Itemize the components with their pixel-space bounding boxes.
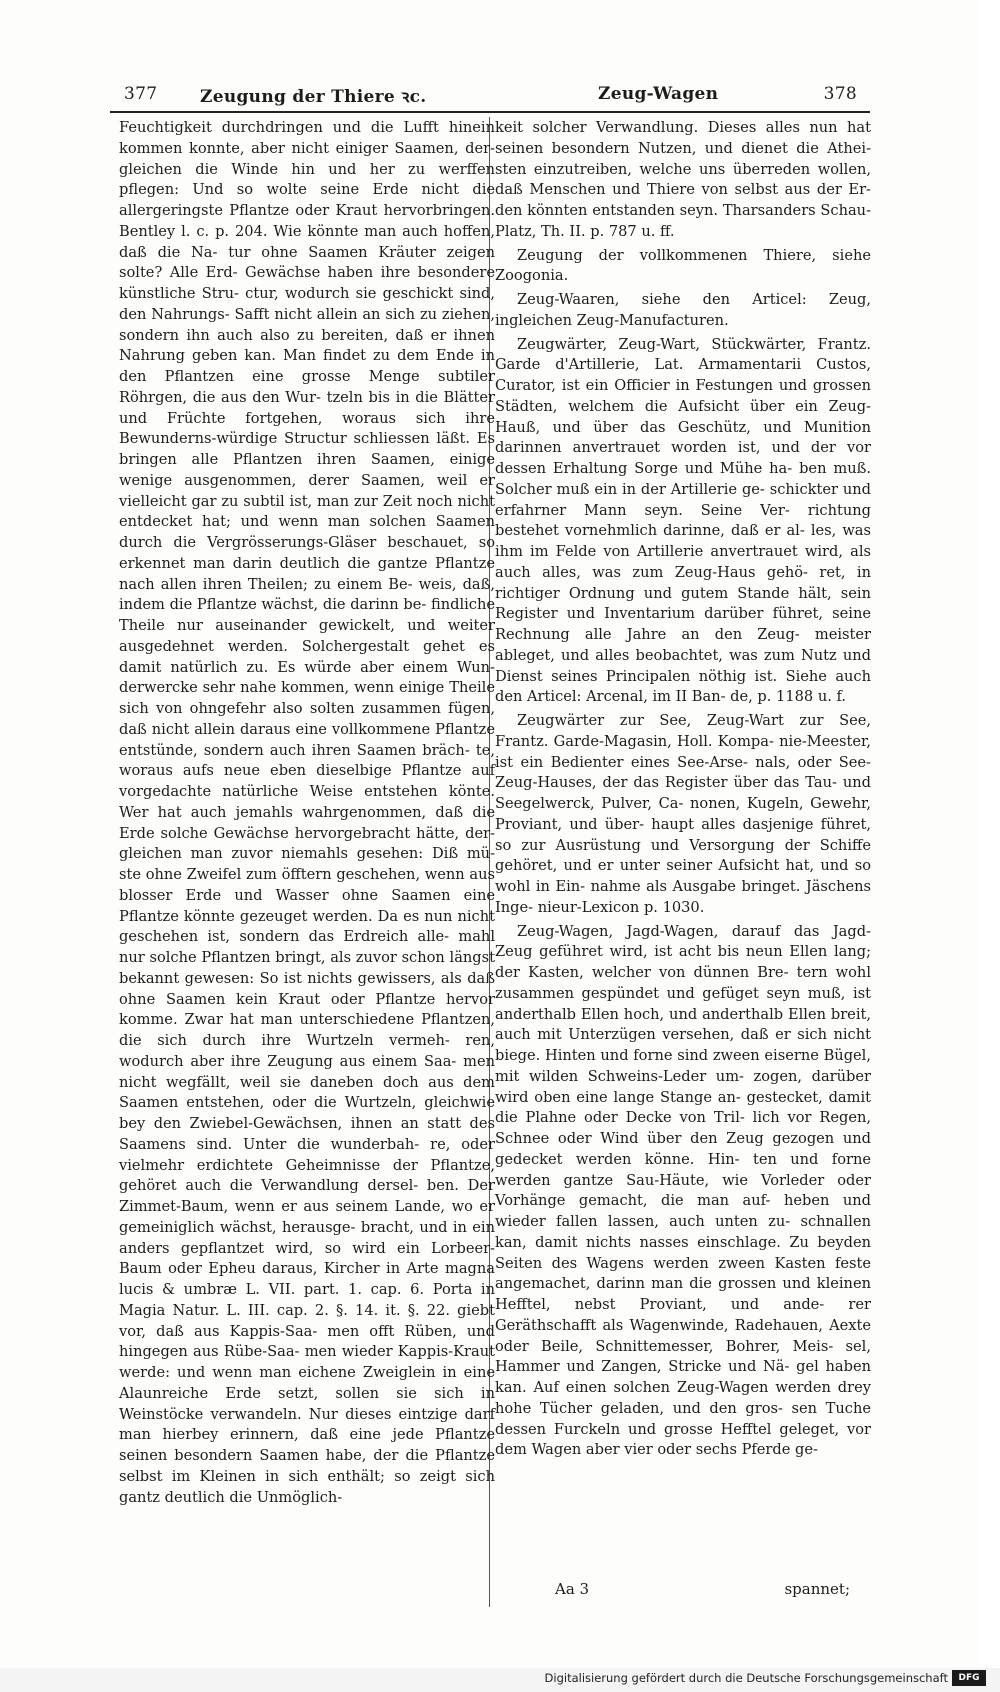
dfg-logo: DFG bbox=[952, 1670, 986, 1686]
paragraph: Feuchtigkeit durchdringen und die Lufft hinein kommen konnte, aber nicht einiger Saamen, der- gleichen die Winde hin und her zu werffen pflegen: Und so wolte seine Erde nicht die allergeringste Pflantze oder Kraut hervorbringen. Bentley l. c. p. 204. Wie könnte man auch hoffen, daß die Na- tur ohne Saamen Kräuter zeigen solte? Alle Erd- Gewächse haben ihre besondere künstliche Stru- ctur, wodurch sie geschickt sind, den Nahrungs- Safft nicht allein an sich zu ziehen, sondern ihn auch also zu bereiten, daß er ihnen Nahrung geben kan. Man findet zu dem Ende in den Pflantzen eine grosse Menge subtiler Röhrgen, die aus den Wur- tzeln bis in die Blätter und Früchte fortgehen, woraus sich ihre Bewunderns-würdige Structur schliessen läßt. Es bringen alle Pflantzen ihren Saamen, einige wenige ausgenommen, derer Saamen, weil er vielleicht gar zu subtil ist, man zur Zeit noch nicht entdecket hat; und wenn man solchen Saamen durch die Vergrösserungs-Gläser beschauet, so erkennet man darin deutlich die gantze Pflantze nach allen ihren Theilen; zu einem Be- weis, daß, indem die Pflantze wächst, die darinn be- findliche Theile nur auseinander gewickelt, und weiter ausgedehnet werden. Solchergestalt gehet es damit natürlich zu. Es würde aber einem Wun- derwercke sehr nahe kommen, wenn einige Theile sich von ohngefehr also solten zusammen fügen, daß nicht allein daraus eine vollkommene Pflantze entstünde, sondern auch ihren Saamen bräch- te, woraus aufs neue eben dieselbige Pflantze auf vorgedachte natürliche Weise entstehen könte. Wer hat auch jemahls wahrgenommen, daß die Erde solche Gewächse hervorgebracht hätte, der- gleichen man zuvor niemahls gesehen: Diß mü- ste ohne Zweifel zum öfftern geschehen, wenn aus blosser Erde und Wasser ohne Saamen eine Pflantze könnte gezeuget werden. Da es nun nicht geschehen ist, sondern das Erdreich alle- mahl nur solche Pflantzen bringt, als zuvor schon längst bekannt gewesen: So ist nichts gewissers, als daß ohne Saamen kein Kraut oder Pflantze hervor komme. Zwar hat man unterschiedene Pflantzen, die sich durch ihre Wurtzeln vermeh- ren, wodurch aber ihre Zeugung aus einem Saa- men nicht wegfällt, weil sie daneben doch aus dem Saamen entstehen, oder die Wurtzeln, gleichwie bey den Zwiebel-Gewächsen, ihnen an statt des Saamens sind. Unter die wunderbah- re, oder vielmehr erdichtete Geheimnisse der Pflantze, gehöret auch die Verwandlung dersel- ben. Der Zimmet-Baum, wenn er aus seinem Lande, wo er gemeiniglich wächst, herausge- bracht, und in ein anders gepflantzet wird, so wird ein Lorbeer-Baum oder Epheu daraus, Kircher in Arte magna lucis & umbræ L. VII. part. 1. cap. 6. Porta in Magia Natur. L. III. cap. 2. §. 14. it. §. 22. giebt vor, daß aus Kappis-Saa- men offt Rüben, und hingegen aus Rübe-Saa- men wieder Kappis-Kraut werde: und wenn man eichene Zweiglein in eine Alaunreiche Erde setzt, sollen sie sich in Weinstöcke verwandeln. Nur dieses eintzige darf man hierbey erinnern, daß eine jede Pflantze seinen besondern Saamen habe, der die Pflantze selbst im Kleinen in sich enthält; so zeigt sich gantz deutlich die Unmöglich- bbox=[119, 119, 495, 1506]
page-number-left: 377 bbox=[124, 84, 158, 104]
paragraph: keit solcher Verwandlung. Dieses alles nun hat seinen besondern Nutzen, und dienet die Athei- sten einzutreiben, welche uns überreden wollen, daß Menschen und Thiere von selbst aus der Er- den könnten entstanden seyn. Tharsanders Schau-Platz, Th. II. p. 787 u. ff. bbox=[495, 119, 871, 240]
entry-zeug-waaren: Zeug-Waaren, siehe den Articel: Zeug, ingleichen Zeug-Manufacturen. bbox=[495, 291, 871, 329]
signature-mark: Aa 3 bbox=[555, 1580, 590, 1598]
entry-zeugwaerter: Zeugwärter, Zeug-Wart, Stückwärter, Frantz. Garde d'Artillerie, Lat. Armamentarii Custos, Curator, ist ein Officier in Festungen und grossen Städten, welchem die Aufsicht über ein Zeug-Hauß, und über das Geschütz, und Munition darinnen anvertrauet worden ist, und der vor dessen Erhaltung Sorge und Mühe ha- ben muß. Solcher muß ein in der Artillerie ge- schickter und erfahrner Mann seyn. Seine Ver- richtung bestehet vornehmlich darinne, daß er al- les, was ihm im Felde von Artillerie anvertrauet wird, als auch alles, was zum Zeug-Haus gehö- ret, in richtiger Ordnung und gutem Stande hält, sein Register und Inventarium darüber führet, seine Rechnung alle Jahre an den Zeug- meister ableget, und alles beobachtet, was zum Nutz und Dienst seines Principalen nöthig ist. Siehe auch den Articel: Arcenal, im II Ban- de, p. 1188 u. f. bbox=[495, 335, 871, 706]
left-column bbox=[119, 118, 495, 1508]
entry-zeugung-vollkommenen-thiere: Zeugung der vollkommenen Thiere, siehe Zoogonia. bbox=[495, 246, 871, 285]
page-header bbox=[110, 78, 865, 114]
running-head-left: Zeugung der Thiere ꝛc. bbox=[200, 87, 427, 107]
scan-margin bbox=[980, 0, 1000, 1692]
header-rule bbox=[110, 111, 870, 113]
entry-zeugwaerter-zur-see: Zeugwärter zur See, Zeug-Wart zur See, Frantz. Garde-Magasin, Holl. Kompa- nie-Meester, ist ein Bedienter eines See-Arse- nals, oder See-Zeug-Hauses, der das Register über das Tau- und Seegelwerck, Pulver, Ca- nonen, Kugeln, Gewehr, Proviant, und über- haupt alles dasjenige führet, so zur Ausrüstung und Versorgung der Schiffe gehöret, und er unter seiner Aufsicht hat, und so wohl in Ein- nahme als Ausgabe bringet. Jäschens Inge- nieur-Lexicon p. 1030. bbox=[495, 712, 871, 916]
footer-credit: Digitalisierung gefördert durch die Deutsche Forschungsgemeinschaft bbox=[544, 1671, 948, 1685]
entry-zeug-wagen: Zeug-Wagen, Jagd-Wagen, darauf das Jagd-Zeug geführet wird, ist acht bis neun Ellen lang; der Kasten, welcher von dünnen Bre- tern wohl zusammen gespündet und gefüget seyn muß, ist anderthalb Ellen hoch, und anderthalb Ellen breit, auch mit Unterzügen versehen, daß er sich nicht biege. Hinten und forne sind zween eiserne Bügel, mit wilden Schweins-Leder um- zogen, darüber wird oben eine lange Stange an- gestecket, damit die Plahne oder Decke von Tril- lich vor Regen, Schnee oder Wind über den Zeug gezogen und gedecket werden könne. Hin- ten und forne werden gantze Sau-Häute, wie Vorleder oder Vorhänge gemacht, die man auf- heben und wieder fallen lassen, auch unten zu- schnallen kan, damit nichts nasses einschlage. Zu beyden Seiten des Wagens werden zween Kasten feste angemachet, darinn man die grossen und kleinen Hefftel, nebst Proviant, und ande- rer Geräthschafft als Wagenwinde, Radehauen, Aexte oder Beile, Schnittemesser, Bohrer, Meis- sel, Hammer und Zangen, Stricke und Nä- gel haben kan. Auf einen solchen Zeug-Wagen werden drey hohe Tücher geladen, und den gros- sen Tuche dessen Furckeln und grosse Hefftel geleget, vor dem Wagen aber vier oder sechs Pferde ge- bbox=[495, 922, 871, 1459]
right-column bbox=[495, 118, 871, 1461]
running-head-right: Zeug-Wagen bbox=[598, 84, 719, 104]
catchword: spannet; bbox=[784, 1580, 850, 1598]
page-number-right: 378 bbox=[823, 84, 857, 104]
